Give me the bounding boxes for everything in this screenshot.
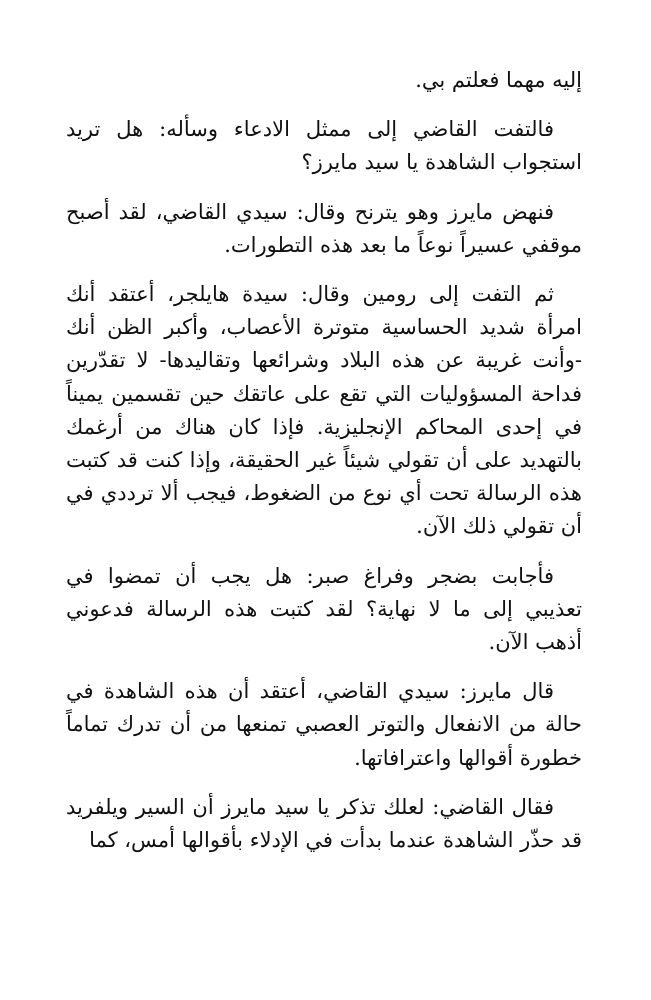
paragraph-5: فأجابت بضجر وفراغ صبر: هل يجب أن تمضوا في تعذيبي إلى ما لا نهاية؟ لقد كتبت هذه الرسالة فدعوني أذهب الآن. [66, 563, 582, 655]
document-page [66, 64, 582, 873]
paragraph-1: إليه مهما فعلتم بي. [415, 68, 582, 92]
paragraph-7: فقال القاضي: لعلك تذكر يا سيد مايرز أن السير ويلفريد قد حذّر الشاهدة عندما بدأت في الإدلاء بأقوالها أمس، كما [66, 794, 582, 853]
paragraph-2: فالتفت القاضي إلى ممثل الادعاء وسأله: هل تريد استجواب الشاهدة يا سيد مايرز؟ [66, 117, 582, 175]
paragraph-4: ثم التفت إلى رومين وقال: سيدة هايلجر، أعتقد أنك امرأة شديد الحساسية متوترة الأعصاب، وأكبر الظن أنك -وأنت غريبة عن هذه البلاد وشرائعها وتقاليدها- لا تقدّرين فداحة المسؤوليات التي تقع على عاتقك حين تقسمين يميناً في إحدى المحاكم الإنجليزية. فإذا كان هناك من أرغمك بالتهديد على أن تقولي شيئاً غير الحقيقة، وإذا كنت قد كتبت هذه الرسالة تحت أي نوع من الضغوط، فيجب ألا ترددي في أن تقولي ذلك الآن. [66, 282, 582, 539]
paragraph-6: قال مايرز: سيدي القاضي، أعتقد أن هذه الشاهدة في حالة من الانفعال والتوتر العصبي تمنعها من أن تدرك تماماً خطورة أقوالها واعترافاتها. [66, 679, 582, 770]
paragraph-3: فنهض مايرز وهو يترنح وقال: سيدي القاضي، لقد أصبح موقفي عسيراً نوعاً ما بعد هذه التطورات. [66, 199, 582, 257]
